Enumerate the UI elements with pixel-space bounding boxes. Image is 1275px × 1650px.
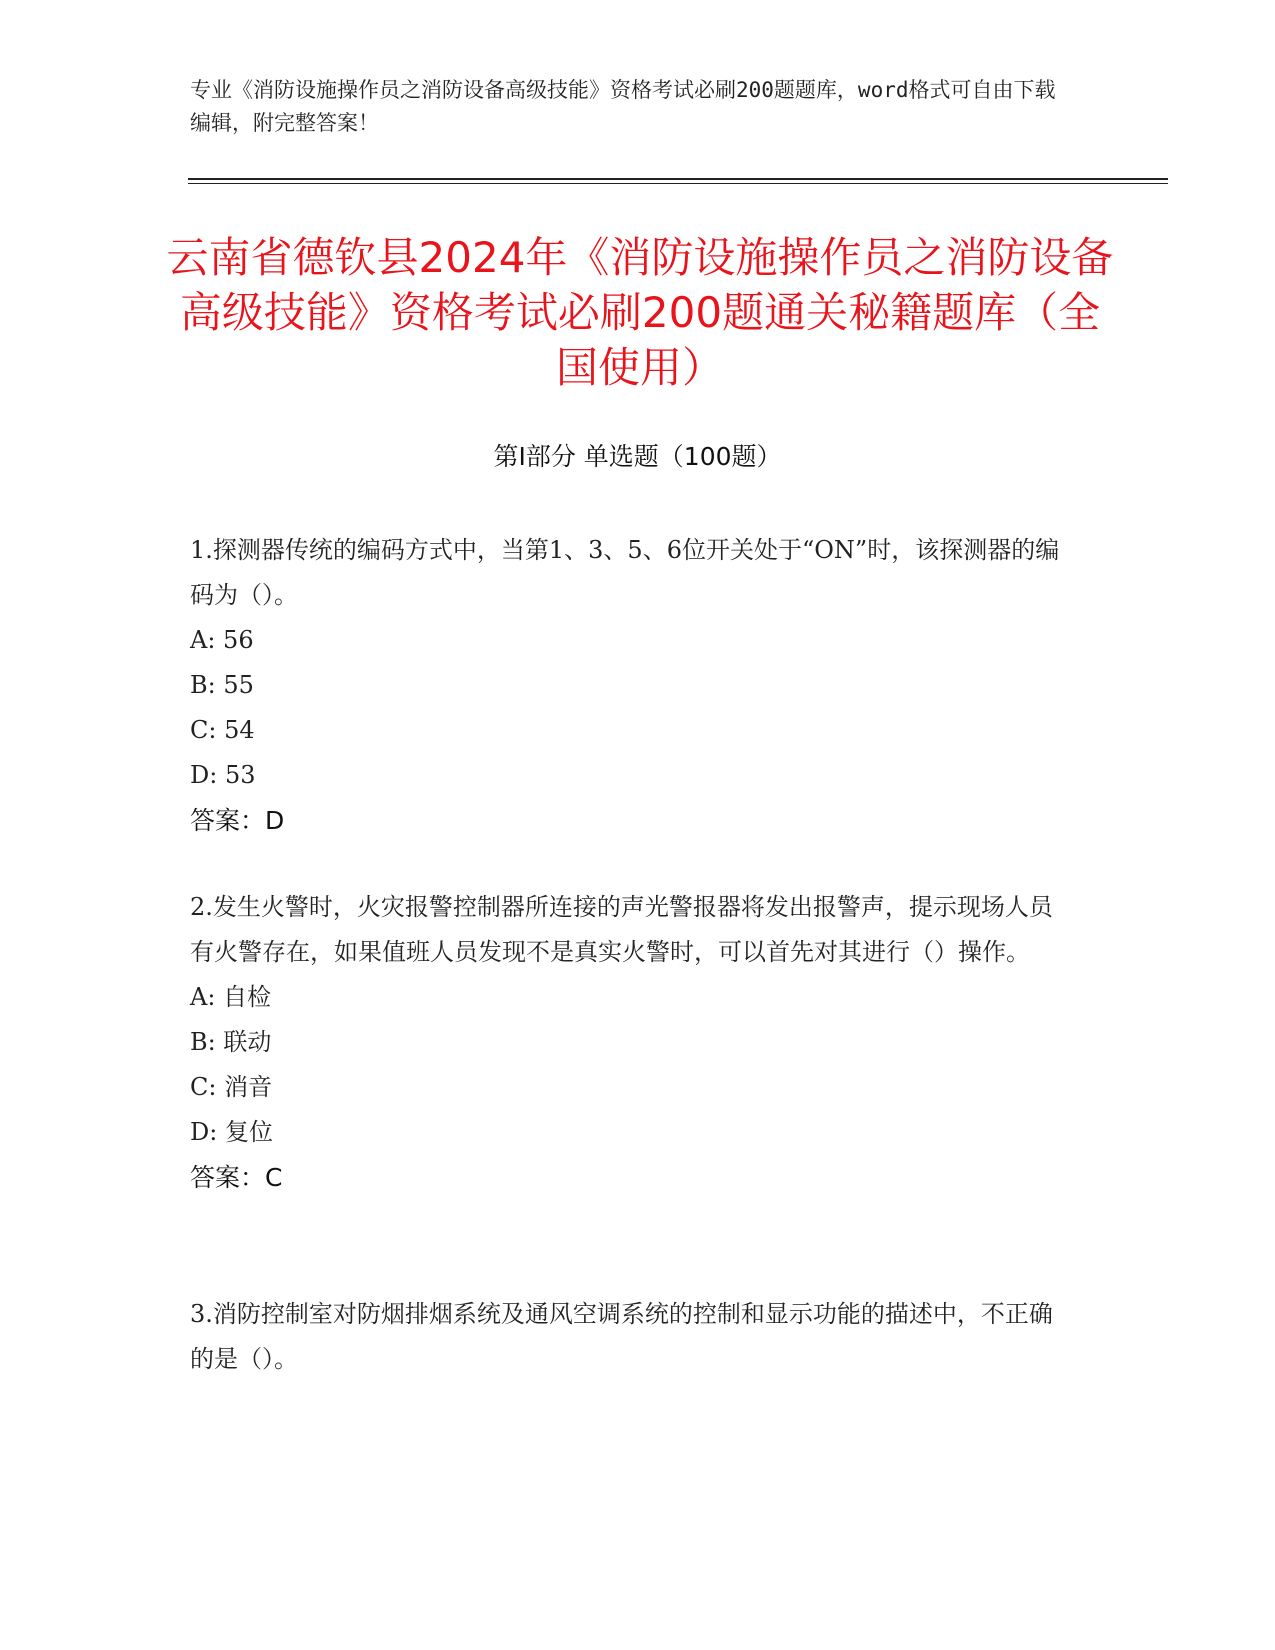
option-b: B: 55 (190, 671, 254, 699)
question-text: 3.消防控制室对防烟排烟系统及通风空调系统的控制和显示功能的描述中，不正确的是（）。 (190, 1300, 1053, 1373)
header-rule-thin (188, 183, 1168, 184)
option-a: A: 56 (190, 626, 254, 654)
question-text: 1.探测器传统的编码方式中，当第1、3、5、6位开关处于“ON”时，该探测器的编码为（）。 (190, 536, 1060, 609)
question-3 (190, 1292, 1070, 1382)
option-a: A: 自检 (190, 983, 272, 1011)
section-heading: 第Ⅰ部分 单选题（100题） (493, 442, 782, 471)
option-c: C: 54 (190, 716, 255, 744)
question-1 (190, 528, 1070, 843)
answer-line: 答案：C (190, 1163, 283, 1192)
option-d: D: 53 (190, 761, 256, 789)
answer-line: 答案：D (190, 806, 285, 835)
option-c: C: 消音 (190, 1073, 273, 1101)
header-note: 专业《消防设施操作员之消防设备高级技能》资格考试必刷200题题库，word格式可自由下载编辑，附完整答案！ (190, 78, 1056, 135)
question-2 (190, 885, 1070, 1200)
header-rule-thick (188, 178, 1168, 180)
document-title: 云南省德钦县2024年《消防设施操作员之消防设备高级技能》资格考试必刷200题通关秘籍题库（全国使用） (166, 233, 1114, 392)
option-b: B: 联动 (190, 1028, 272, 1056)
option-d: D: 复位 (190, 1118, 273, 1146)
question-text: 2.发生火警时，火灾报警控制器所连接的声光警报器将发出报警声，提示现场人员有火警存在，如果值班人员发现不是真实火警时，可以首先对其进行（）操作。 (190, 893, 1053, 966)
